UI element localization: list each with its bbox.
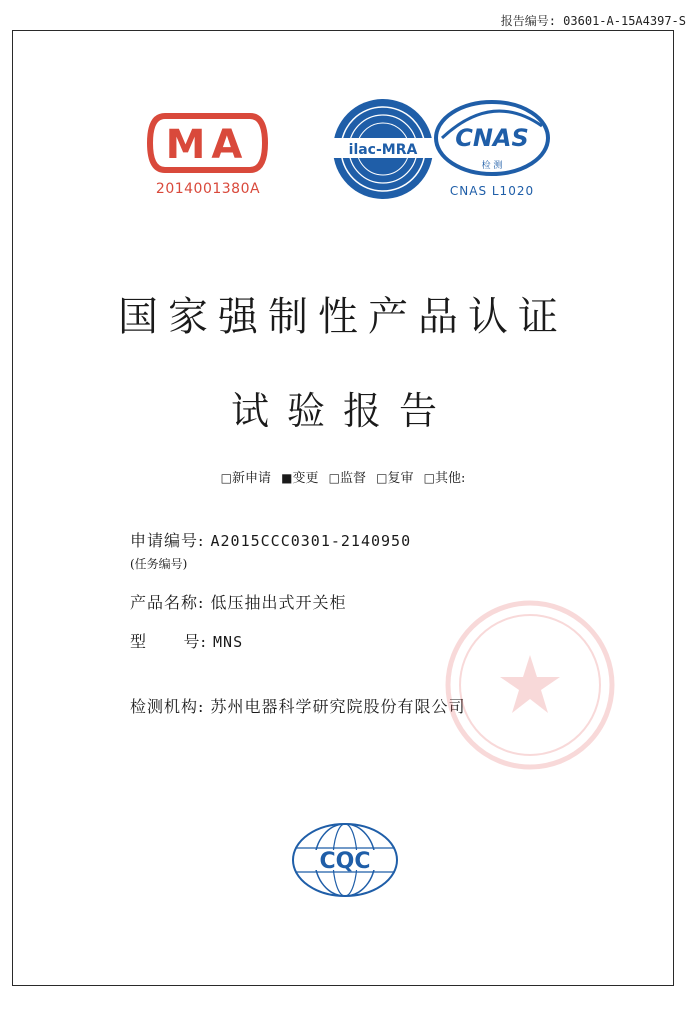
model-value: MNS: [213, 633, 244, 651]
checkbox-icon: □: [423, 471, 435, 485]
cma-text: MA: [165, 122, 249, 168]
cqc-logo: [290, 820, 400, 900]
application-number-field: [130, 528, 411, 551]
ilac-mra-logo: [330, 96, 436, 202]
option-new-application: □新申请: [220, 471, 271, 486]
cma-number: 2014001380A: [155, 181, 261, 197]
cnas-logo: [432, 96, 552, 188]
checkbox-icon: □: [328, 471, 340, 485]
cnas-number: CNAS L1020: [449, 184, 535, 198]
option-review: □复审: [376, 471, 414, 486]
ilac-text: ilac-MRA: [348, 142, 418, 158]
checkbox-icon: ■: [281, 471, 293, 485]
product-name-value: 低压抽出式开关柜: [210, 593, 347, 612]
title-line-2: 试验报告: [230, 389, 455, 433]
testing-lab-value: 苏州电器科学研究院股份有限公司: [210, 697, 466, 716]
product-name-label: 产品名称:: [130, 593, 205, 612]
report-type-options: [0, 467, 686, 486]
official-seal-stamp: [440, 595, 620, 775]
testing-lab-field: [130, 694, 466, 717]
option-change: ■变更: [281, 471, 319, 486]
cqc-text: CQC: [319, 849, 371, 874]
product-name-field: [130, 590, 347, 613]
option-other: □其他:: [423, 471, 466, 486]
option-supervision: □监督: [328, 471, 366, 486]
application-number-label: 申请编号:: [130, 531, 205, 550]
title-line-1: 国家强制性产品认证: [118, 294, 568, 340]
cnas-text: CNAS: [455, 124, 529, 152]
task-number-label: (任务编号): [130, 557, 188, 571]
application-number-value: A2015CCC0301-2140950: [210, 532, 412, 550]
report-number: 报告编号: 03601-A-15A4397-S: [500, 14, 686, 28]
cnas-sub-text: 检 测: [481, 161, 503, 171]
model-field: [130, 629, 243, 652]
checkbox-icon: □: [376, 471, 388, 485]
checkbox-icon: □: [220, 471, 232, 485]
model-label: 型 号:: [130, 632, 207, 651]
testing-lab-label: 检测机构:: [130, 697, 205, 716]
